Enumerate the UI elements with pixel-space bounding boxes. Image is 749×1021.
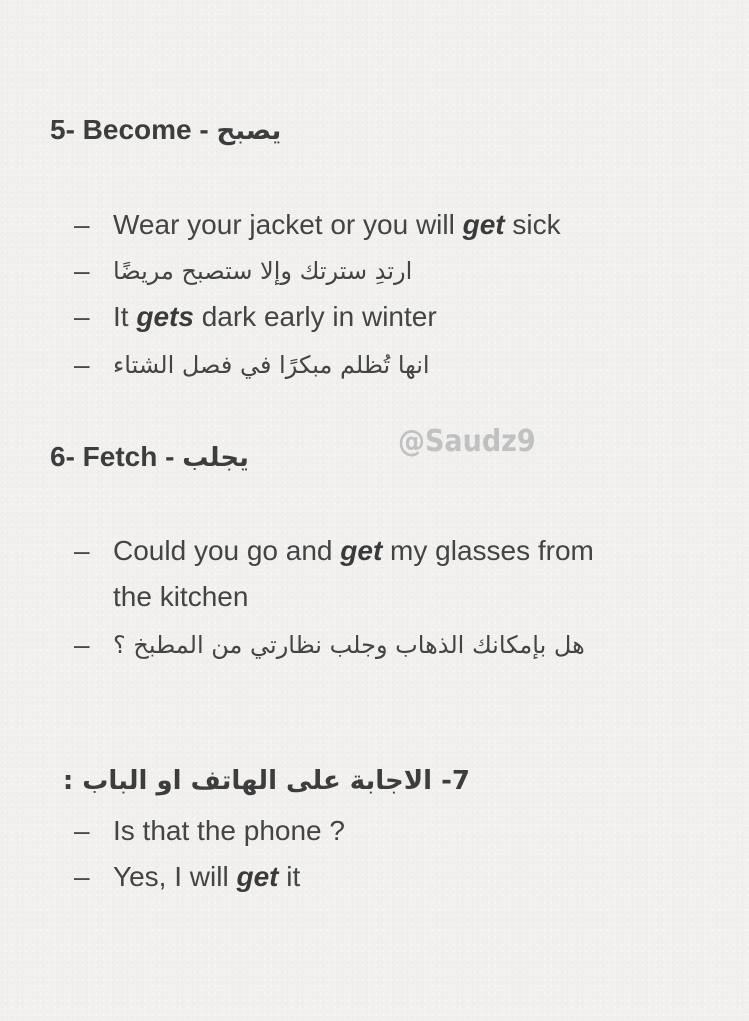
- emphasis-word: get: [236, 861, 279, 892]
- emphasis-word: get: [462, 209, 505, 240]
- bullet-dash: –: [74, 209, 90, 240]
- list-item: Wear your jacket or you will get sick: [113, 209, 561, 240]
- list-item-arabic: هل بإمكانك الذهاب وجلب نظارتي من المطبخ ؟: [113, 631, 585, 659]
- list-item-arabic: انها تُظلم مبكرًا في فصل الشتاء: [113, 351, 430, 379]
- section-6-heading-ar: يجلب: [182, 443, 249, 473]
- list-item-continuation: the kitchen: [113, 581, 249, 612]
- bullet-dash: –: [74, 815, 90, 846]
- emphasis-word: gets: [136, 301, 194, 332]
- section-5-heading-ar: يصبح: [216, 116, 282, 146]
- bullet-dash: –: [74, 301, 90, 332]
- watermark-handle: @Saudz9: [398, 424, 536, 459]
- list-item-arabic: ارتدِ سترتك وإلا ستصبح مريضًا: [113, 257, 413, 285]
- section-6-heading-en: 6- Fetch -: [50, 441, 183, 472]
- bullet-dash: –: [74, 861, 90, 892]
- emphasis-word: get: [340, 535, 383, 566]
- bullet-dash: –: [74, 535, 90, 566]
- section-5-heading: [50, 113, 281, 148]
- list-item: Yes, I will get it: [113, 861, 301, 892]
- list-item: Could you go and get my glasses from: [113, 535, 594, 566]
- bullet-dash: –: [74, 349, 90, 380]
- bullet-dash: –: [74, 629, 90, 660]
- section-6-heading: [50, 440, 249, 475]
- list-item: Is that the phone ?: [113, 815, 345, 846]
- section-7-heading: 7- الاجابة على الهاتف او الباب :: [62, 766, 470, 796]
- list-item: It gets dark early in winter: [113, 301, 437, 332]
- section-5-heading-en: 5- Become -: [50, 114, 217, 145]
- bullet-dash: –: [74, 255, 90, 286]
